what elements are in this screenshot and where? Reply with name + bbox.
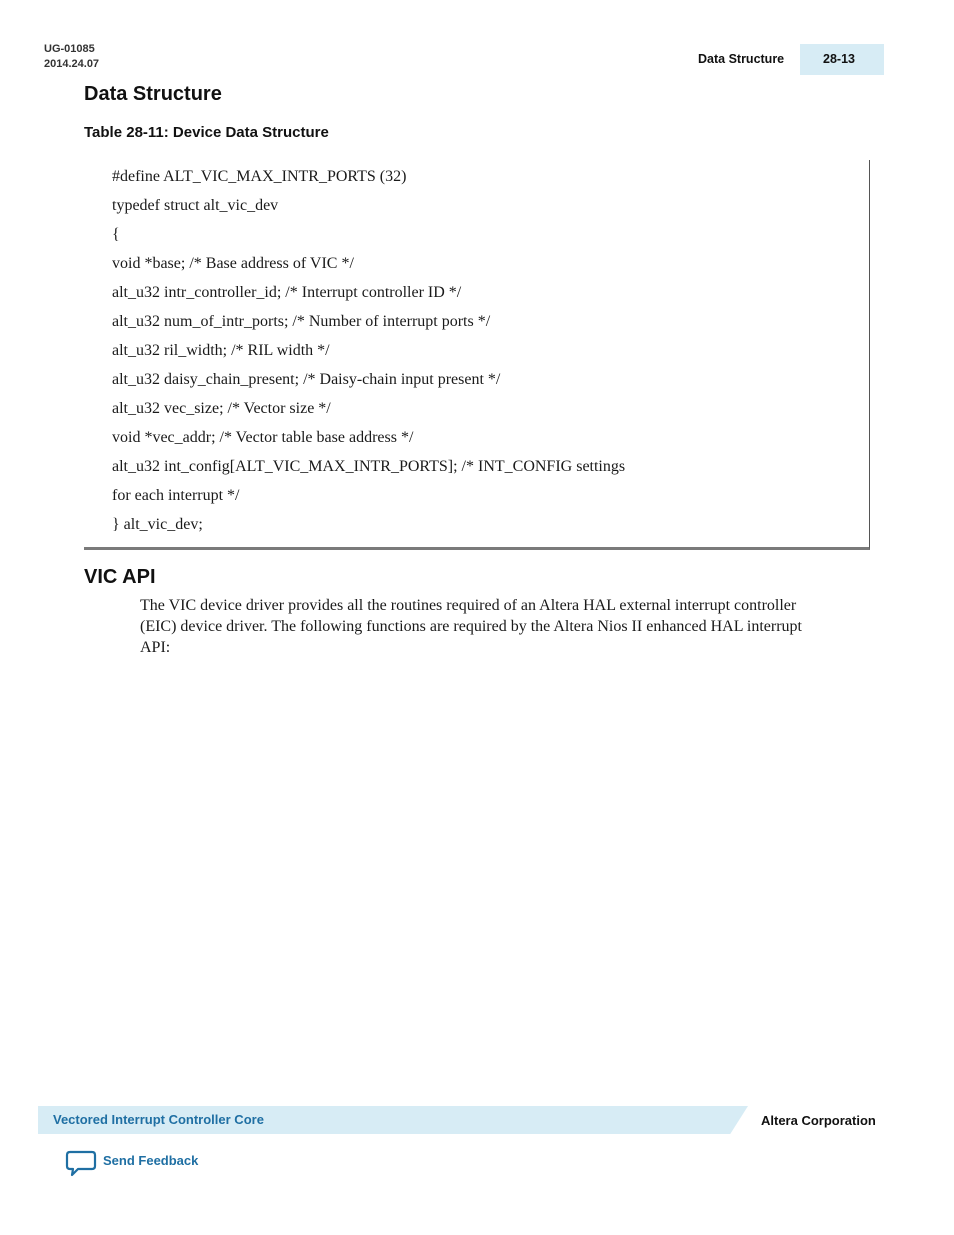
speech-bubble-icon[interactable] [65,1150,97,1178]
section-heading: Data Structure [84,83,222,105]
document-date: 2014.24.07 [44,58,100,70]
code-line: } alt_vic_dev; [112,516,203,533]
code-line: alt_u32 intr_controller_id; /* Interrupt controller ID */ [112,284,462,301]
page-number: 28-13 [823,52,855,66]
send-feedback-link[interactable]: Send Feedback [103,1153,199,1168]
code-line: alt_u32 ril_width; /* RIL width */ [112,342,330,359]
footer-document-title: Vectored Interrupt Controller Core [53,1112,264,1127]
table-caption: Table 28-11: Device Data Structure [84,124,329,141]
code-line: alt_u32 vec_size; /* Vector size */ [112,400,331,417]
code-line: void *base; /* Base address of VIC */ [112,255,354,272]
code-line: alt_u32 daisy_chain_present; /* Daisy-chain input present */ [112,371,501,388]
code-line: for each interrupt */ [112,487,240,504]
code-line: #define ALT_VIC_MAX_INTR_PORTS (32) [112,168,407,185]
document-id-block [44,42,99,72]
paragraph-line: (EIC) device driver. The following functions are required by the Altera Nios II enhanced HAL interrupt [140,618,802,635]
paragraph-line: API: [140,639,171,656]
code-line: { [112,226,120,243]
code-line: alt_u32 int_config[ALT_VIC_MAX_INTR_PORTS]; /* INT_CONFIG settings [112,458,626,475]
header-section-name: Data Structure [698,52,785,66]
code-line: typedef struct alt_vic_dev [112,197,279,214]
code-line: alt_u32 num_of_intr_ports; /* Number of interrupt ports */ [112,313,491,330]
paragraph-line: The VIC device driver provides all the routines required of an Altera HAL external interrupt controller [140,597,797,614]
page-number-tab [800,44,884,75]
vic-api-paragraph [140,595,860,658]
code-line: void *vec_addr; /* Vector table base address */ [112,429,414,446]
code-table [84,160,870,550]
footer-company: Altera Corporation [761,1113,876,1128]
vic-api-heading: VIC API [84,566,156,588]
document-id: UG-01085 [44,43,95,55]
